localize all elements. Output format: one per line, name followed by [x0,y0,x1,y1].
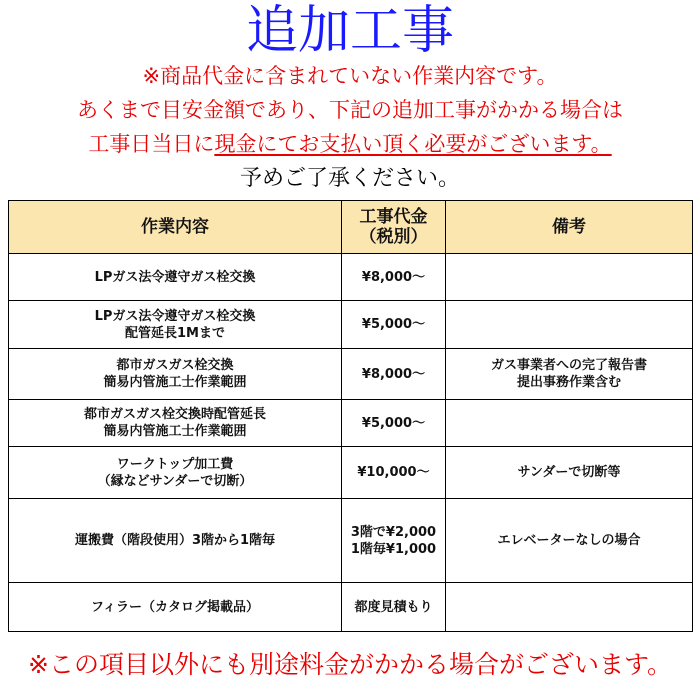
work-subtext: 簡易内管施工士作業範囲 [103,424,247,439]
work-text: 運搬費（階段使用）3階から1階毎 [74,533,276,548]
note-cell [446,301,693,349]
price-text: 都度見積もり [354,599,433,615]
table-row [9,400,693,447]
price-cell [342,447,446,499]
additional-work-table [8,200,693,632]
work-subtext: 簡易内管施工士作業範囲 [103,375,247,390]
note-subtext: 提出事務作業含む [516,375,621,390]
table-row [9,254,693,301]
notice-cash-payment-text: 現金にてお支払い頂く必要がございます。 [214,132,612,156]
notice-line-2: あくまで目安金額であり、下記の追加工事がかかる場合は [77,98,623,122]
work-text: ワークトップ加工費 [116,456,234,472]
header-price-line-2: （税別） [359,227,428,247]
note-text: エレベーターなしの場合 [497,533,641,548]
work-text: LPガス法令遵守ガス栓交換 [94,269,256,285]
header-work: 作業内容 [9,201,342,254]
price-text: 3階で¥2,000 [350,524,437,540]
note-text: サンダーで切断等 [517,465,621,480]
note-cell [446,400,693,447]
work-text: LPガス法令遵守ガス栓交換 [94,308,256,324]
price-cell [342,583,446,632]
price-text: ¥8,000～ [361,366,426,382]
work-text: 都市ガスガス栓交換時配管延長 [83,407,266,422]
table-row [9,447,693,499]
work-text: 都市ガスガス栓交換 [116,358,234,373]
price-text: ¥8,000～ [361,269,426,285]
table-row [9,349,693,400]
price-subtext: 1階毎¥1,000 [350,541,437,557]
header-notes: 備考 [446,201,693,254]
note-cell [446,447,693,499]
price-cell [342,254,446,301]
table-row [9,499,693,583]
work-cell [9,499,342,583]
footer-notice: ※この項目以外にも別途料金がかかる場合がございます。 [28,650,672,679]
note-text: ガス事業者への完了報告書 [490,358,647,373]
note-cell [446,349,693,400]
work-cell [9,254,342,301]
header-price [342,201,446,254]
note-cell [446,583,693,632]
header-price-line-1: 工事代金 [359,207,428,227]
page-title: 追加工事 [245,1,454,61]
notice-line-1: ※商品代金に含まれていない作業内容です。 [142,64,558,88]
work-cell [9,583,342,632]
notice-line-3-prefix: 工事日当日に [88,132,215,156]
price-text: ¥5,000～ [361,415,426,431]
price-cell [342,301,446,349]
work-cell [9,400,342,447]
notice-line-4: 予めご了承ください。 [239,166,460,191]
price-text: ¥10,000～ [357,465,430,480]
work-cell [9,447,342,499]
note-cell [446,254,693,301]
work-text: フィラー（カタログ掲載品） [91,599,259,615]
work-subtext: （縁などサンダーで切断） [97,473,253,489]
work-cell [9,301,342,349]
price-cell [342,400,446,447]
note-cell [446,499,693,583]
table-row [9,301,693,349]
table-header-row [9,201,693,254]
price-cell [342,499,446,583]
table-row [9,583,693,632]
price-text: ¥5,000～ [361,317,426,332]
work-cell [9,349,342,400]
notice-line-3 [0,130,700,158]
price-cell [342,349,446,400]
work-subtext: 配管延長1Mまで [125,325,225,341]
